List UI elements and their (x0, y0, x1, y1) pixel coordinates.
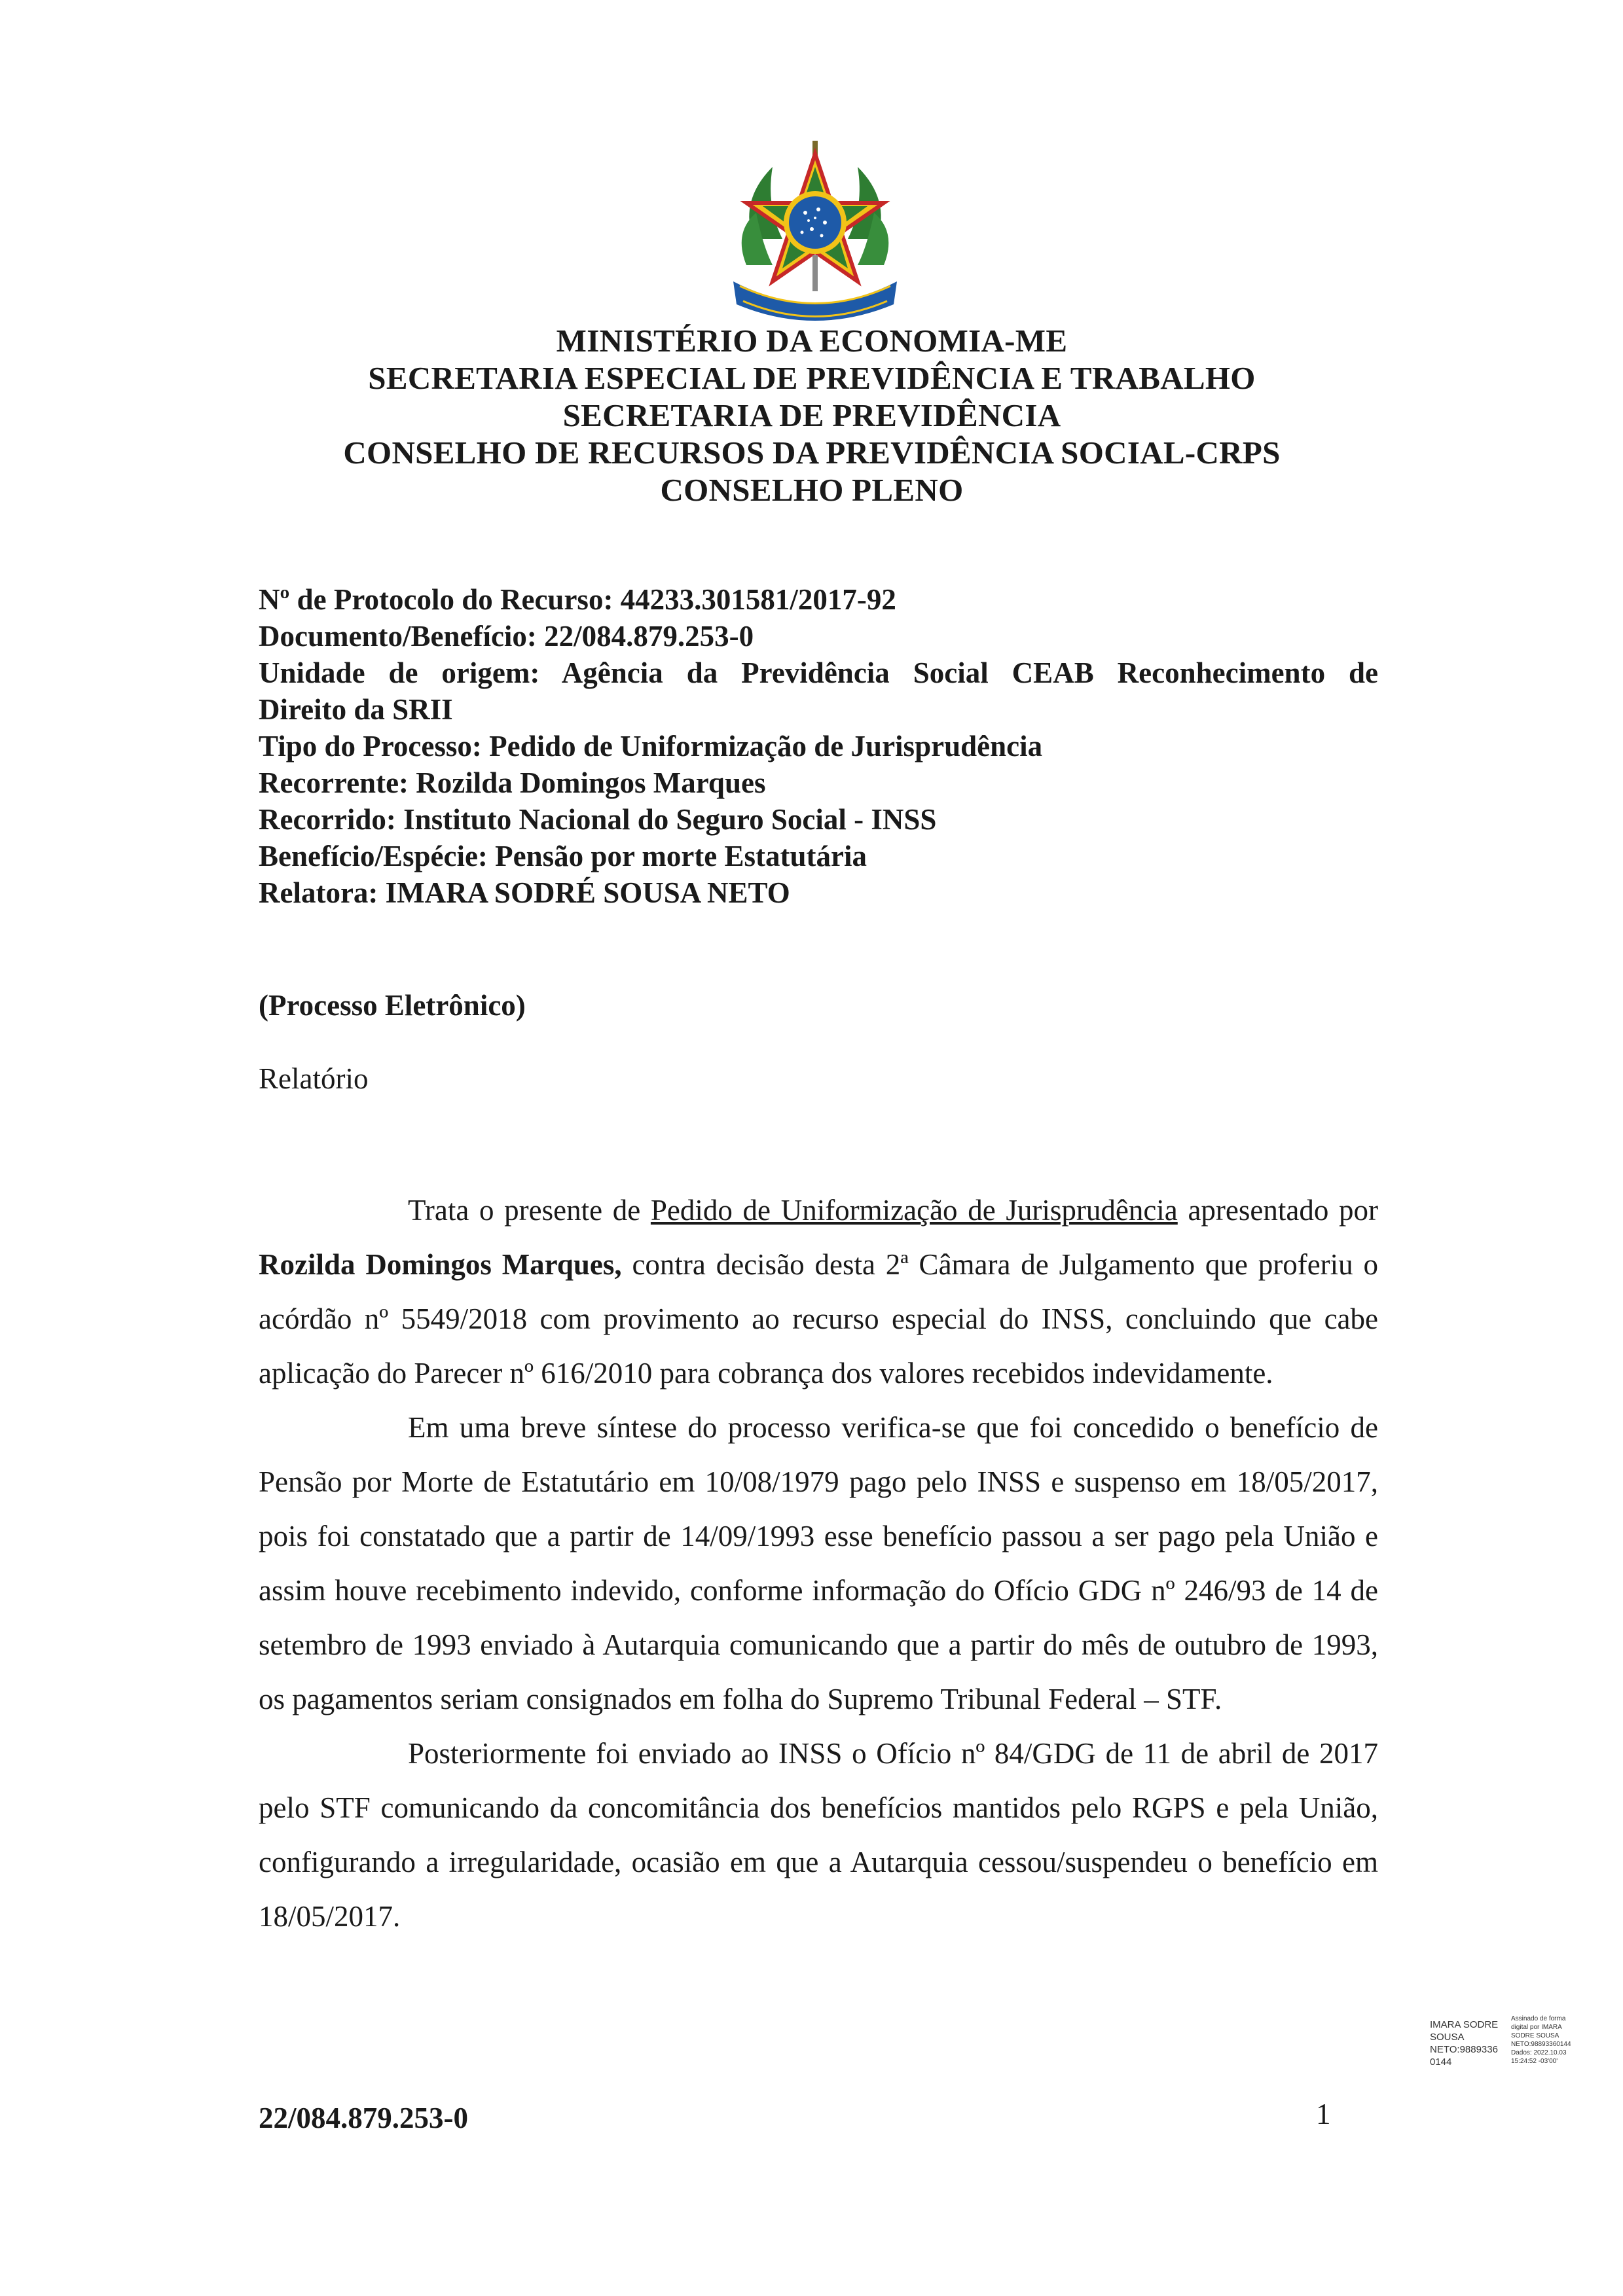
header-secretariat: SECRETARIA DE PREVIDÊNCIA (562, 397, 1061, 433)
paragraph-1: Trata o presente de Pedido de Uniformização de Jurisprudência apresentado por Rozilda Domingos Marques, contra decisão desta 2ª Câmara de Julgamento que proferiu o acórdão nº 5549/2018 com provimento ao recurso especial do INSS, concluindo que cabe aplicação do Parecer nº 616/2010 para cobrança dos valores recebidos indevidamente. (259, 1194, 1378, 1390)
case-appellant: Recorrente: Rozilda Domingos Marques (259, 766, 766, 799)
paragraph-2: Em uma breve síntese do processo verifica-se que foi concedido o benefício de Pensão por Morte de Estatutário em 10/08/1979 pago pelo INSS e suspenso em 18/05/2017, pois foi constatado que a partir de 14/09/1993 esse benefício passou a ser pago pela União e assim houve recebimento indevido, conforme informação do Ofício GDG nº 246/93 de 14 de setembro de 1993 enviado à Autarquia comunicando que a partir do mês de outubro de 1993, os pagamentos seriam consignados em folha do Supremo Tribunal Federal – STF. (259, 1411, 1378, 1715)
paragraph-3: Posteriormente foi enviado ao INSS o Ofício nº 84/GDG de 11 de abril de 2017 pelo STF comunicando da concomitância dos benefícios mantidos pelo RGPS e pela União, configurando a irregularidade, ocasião em que a Autarquia cessou/suspendeu o benefício em 18/05/2017. (259, 1737, 1378, 1933)
section-title: Relatório (259, 1062, 369, 1095)
case-appellee: Recorrido: Instituto Nacional do Seguro Social - INSS (259, 803, 937, 836)
header-council: CONSELHO DE RECURSOS DA PREVIDÊNCIA SOCIAL-CRPS (343, 435, 1281, 471)
case-info (259, 581, 1378, 911)
header-special-secretariat: SECRETARIA ESPECIAL DE PREVIDÊNCIA E TRABALHO (368, 360, 1256, 396)
appellant-name: Rozilda Domingos Marques, (259, 1248, 622, 1281)
case-benefit: Benefício/Espécie: Pensão por morte Estatutária (259, 840, 867, 872)
electronic-process-label: (Processo Eletrônico) (259, 989, 526, 1022)
case-process-type: Tipo do Processo: Pedido de Uniformização de Jurisprudência (259, 730, 1043, 762)
footer-document-number: 22/084.879.253-0 (259, 2102, 468, 2134)
signature-name: IMARA SODRE SOUSA NETO:9889336 0144 (1430, 2019, 1499, 2068)
header-ministry: MINISTÉRIO DA ECONOMIA-ME (556, 323, 1068, 359)
page-number: 1 (1316, 2098, 1331, 2130)
case-protocol: Nº de Protocolo do Recurso: 44233.301581/2017-92 (259, 583, 896, 616)
underlined-request-type: Pedido de Uniformização de Jurisprudência (650, 1194, 1178, 1227)
case-document: Documento/Benefício: 22/084.879.253-0 (259, 620, 754, 653)
report-body (259, 1183, 1378, 1944)
case-rapporteur: Relatora: IMARA SODRÉ SOUSA NETO (259, 876, 790, 909)
signature-details: Assinado de forma digital por IMARA SODRE SOUSA NETO:98893360144 Dados: 2022.10.03 15:24:52 -03'00' (1511, 2015, 1571, 2065)
case-origin-unit: Unidade de origem: Agência da Previdência Social CEAB Reconhecimento de (259, 656, 1378, 689)
case-origin-unit-cont: Direito da SRII (259, 693, 453, 726)
brazil-coat-of-arms-icon (727, 141, 903, 321)
document-header (196, 322, 1427, 509)
header-plenary: CONSELHO PLENO (660, 472, 964, 508)
